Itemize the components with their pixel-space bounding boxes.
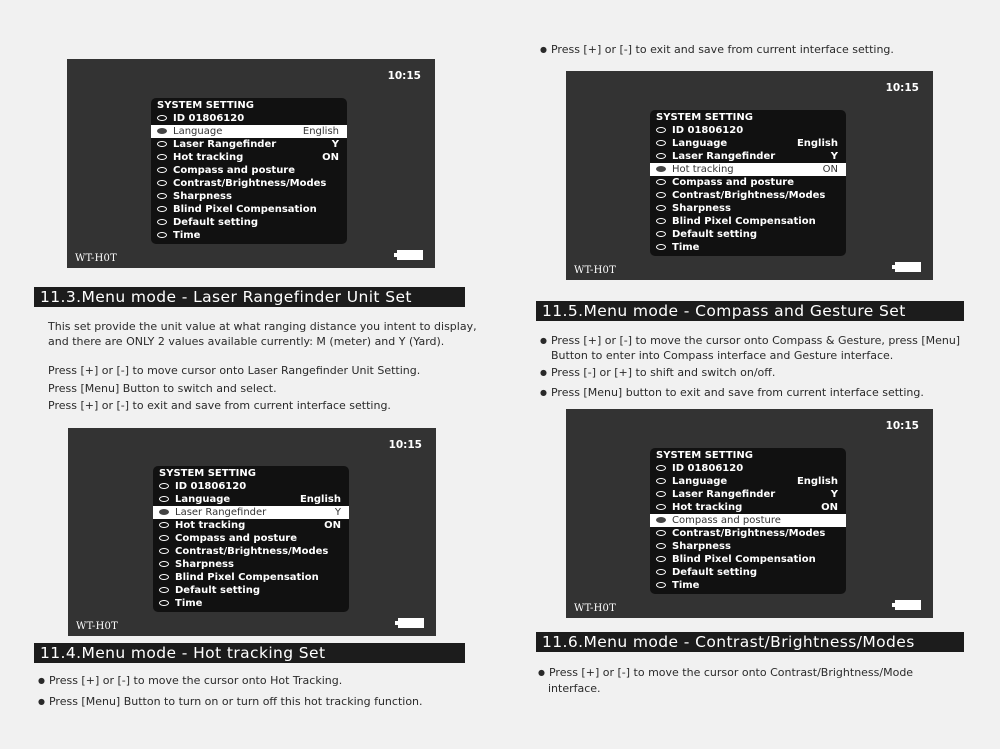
radio-dot-icon [159, 483, 169, 489]
menu-item[interactable] [151, 164, 347, 177]
bullet-item [540, 385, 924, 402]
bullet-dot-icon: ● [538, 668, 545, 677]
menu-item-label: Time [173, 230, 201, 241]
battery-icon [895, 600, 921, 610]
radio-dot-icon [656, 582, 666, 588]
menu-item-label: ID 01806120 [672, 125, 744, 136]
bullet-item [540, 42, 894, 59]
menu-item-label: Contrast/Brightness/Modes [173, 178, 327, 189]
menu-item[interactable] [650, 202, 846, 215]
menu-item-value: Y [331, 139, 339, 150]
section-heading-11-5: 11.5.Menu mode - Compass and Gesture Set [536, 301, 964, 321]
menu-item-label: Language [175, 494, 231, 505]
system-setting-menu [153, 466, 349, 612]
bullet-text: Press [Menu] button to exit and save from current interface setting. [550, 386, 924, 399]
radio-dot-icon [656, 491, 666, 497]
device-screen-2 [68, 428, 436, 636]
radio-dot-icon [656, 517, 666, 523]
menu-item-label: Compass and posture [672, 515, 781, 526]
menu-item-value: ON [822, 164, 838, 175]
menu-item-value: ON [324, 520, 341, 531]
menu-item[interactable] [650, 553, 846, 566]
bullet-item [38, 673, 342, 690]
menu-item-value: English [796, 476, 838, 487]
intro-line-1: This set provide the unit value at what ranging distance you intent to display, [48, 320, 477, 333]
menu-item-value: ON [322, 152, 339, 163]
menu-item-label: Default setting [173, 217, 258, 228]
menu-item[interactable] [153, 493, 349, 506]
bullet-dot-icon: ● [540, 388, 547, 397]
radio-dot-icon [656, 530, 666, 536]
radio-dot-icon [656, 179, 666, 185]
clock-time: 10:15 [387, 70, 421, 82]
bullet-text: Press [-] or [+] to shift and switch on/off. [550, 366, 776, 379]
radio-dot-icon [159, 561, 169, 567]
radio-dot-icon [157, 219, 167, 225]
menu-item[interactable] [151, 190, 347, 203]
bullet-dot-icon: ● [38, 697, 45, 706]
menu-item-label: Sharpness [672, 541, 731, 552]
menu-item[interactable] [153, 480, 349, 493]
radio-dot-icon [656, 205, 666, 211]
menu-item-label: Hot tracking [173, 152, 244, 163]
bullet-text: Press [+] or [-] to move the cursor onto Contrast/Brightness/Mode [548, 666, 914, 679]
menu-item[interactable] [650, 228, 846, 241]
battery-icon [397, 250, 423, 260]
menu-item-value: Y [830, 489, 838, 500]
step-line-2: Press [Menu] Button to switch and select. [48, 382, 277, 395]
menu-item-label: Compass and posture [672, 177, 795, 188]
menu-item-label: Default setting [175, 585, 260, 596]
device-screen-4 [566, 409, 933, 618]
menu-item-label: Sharpness [175, 559, 234, 570]
menu-item[interactable] [153, 597, 349, 610]
menu-item-value: Y [334, 507, 341, 518]
radio-dot-icon [157, 154, 167, 160]
radio-dot-icon [157, 115, 167, 121]
bullet-item [540, 365, 775, 382]
menu-title: SYSTEM SETTING [656, 112, 753, 123]
menu-item[interactable] [153, 558, 349, 571]
menu-item-label: Hot tracking [175, 520, 246, 531]
radio-dot-icon [656, 153, 666, 159]
menu-item-label: Contrast/Brightness/Modes [672, 528, 826, 539]
battery-icon [398, 618, 424, 628]
menu-item[interactable] [151, 138, 347, 151]
radio-dot-icon [157, 193, 167, 199]
menu-item[interactable] [151, 112, 347, 125]
menu-item-label: Hot tracking [672, 502, 743, 513]
menu-item-label: Sharpness [173, 191, 232, 202]
menu-item[interactable] [650, 189, 846, 202]
menu-item[interactable] [650, 475, 846, 488]
menu-item[interactable] [650, 514, 846, 527]
menu-title: SYSTEM SETTING [656, 450, 753, 461]
radio-dot-icon [656, 556, 666, 562]
menu-item[interactable] [650, 241, 846, 254]
bullet-text: Press [+] or [-] to move the cursor onto Hot Tracking. [48, 674, 343, 687]
menu-item[interactable] [650, 566, 846, 579]
menu-item-label: Time [672, 242, 700, 253]
menu-item-label: Language [173, 126, 223, 137]
menu-item[interactable] [151, 151, 347, 164]
menu-item[interactable] [650, 501, 846, 514]
menu-item[interactable] [650, 150, 846, 163]
menu-title: SYSTEM SETTING [157, 100, 254, 111]
menu-item[interactable] [650, 215, 846, 228]
menu-item-label: Language [672, 138, 728, 149]
radio-dot-icon [656, 504, 666, 510]
bullet-continuation: Button to enter into Compass interface and Gesture interface. [551, 349, 894, 362]
menu-item-label: Laser Rangefinder [672, 489, 776, 500]
menu-item[interactable] [650, 137, 846, 150]
menu-item-label: Laser Rangefinder [672, 151, 776, 162]
menu-item[interactable] [650, 124, 846, 137]
menu-item-label: ID 01806120 [175, 481, 247, 492]
device-screen-3 [566, 71, 933, 280]
bullet-item [538, 665, 913, 682]
radio-dot-icon [656, 166, 666, 172]
radio-dot-icon [656, 569, 666, 575]
clock-time: 10:15 [885, 82, 919, 94]
menu-item-label: Laser Rangefinder [175, 507, 267, 518]
intro-line-2: and there are ONLY 2 values available currently: M (meter) and Y (Yard). [48, 335, 445, 348]
menu-item-label: Contrast/Brightness/Modes [175, 546, 329, 557]
bullet-dot-icon: ● [540, 368, 547, 377]
menu-item-label: Hot tracking [672, 164, 734, 175]
menu-item[interactable] [650, 163, 846, 176]
radio-dot-icon [656, 543, 666, 549]
menu-item-label: Blind Pixel Compensation [175, 572, 319, 583]
radio-dot-icon [656, 218, 666, 224]
menu-item[interactable] [650, 579, 846, 592]
bullet-item [38, 694, 423, 711]
radio-dot-icon [157, 232, 167, 238]
radio-dot-icon [159, 574, 169, 580]
menu-item[interactable] [153, 519, 349, 532]
battery-icon [895, 262, 921, 272]
radio-dot-icon [159, 548, 169, 554]
menu-item[interactable] [650, 527, 846, 540]
radio-dot-icon [157, 180, 167, 186]
radio-dot-icon [157, 206, 167, 212]
menu-item-value: English [299, 494, 341, 505]
radio-dot-icon [159, 496, 169, 502]
menu-item-value: English [302, 126, 339, 137]
section-heading-11-4: 11.4.Menu mode - Hot tracking Set [34, 643, 465, 663]
menu-item-value: ON [821, 502, 838, 513]
brand-label: WT-H0T [574, 265, 616, 276]
system-setting-menu [650, 448, 846, 594]
radio-dot-icon [159, 587, 169, 593]
menu-item-label: Blind Pixel Compensation [672, 554, 816, 565]
clock-time: 10:15 [885, 420, 919, 432]
brand-label: WT-H0T [574, 603, 616, 614]
radio-dot-icon [157, 167, 167, 173]
menu-item[interactable] [650, 540, 846, 553]
menu-item[interactable] [650, 462, 846, 475]
bullet-dot-icon: ● [540, 336, 547, 345]
menu-item[interactable] [151, 177, 347, 190]
menu-item-label: Default setting [672, 229, 757, 240]
menu-item-label: Contrast/Brightness/Modes [672, 190, 826, 201]
menu-item-label: Time [175, 598, 203, 609]
bullet-dot-icon: ● [540, 45, 547, 54]
clock-time: 10:15 [388, 439, 422, 451]
menu-item-label: Time [672, 580, 700, 591]
bullet-dot-icon: ● [38, 676, 45, 685]
menu-item[interactable] [151, 125, 347, 138]
menu-item[interactable] [151, 216, 347, 229]
radio-dot-icon [159, 535, 169, 541]
menu-item-label: Compass and posture [175, 533, 298, 544]
menu-item[interactable] [153, 532, 349, 545]
step-line-1: Press [+] or [-] to move cursor onto Laser Rangefinder Unit Setting. [48, 364, 421, 377]
menu-item-label: Default setting [672, 567, 757, 578]
menu-item[interactable] [153, 571, 349, 584]
radio-dot-icon [157, 128, 167, 134]
menu-item-label: ID 01806120 [173, 113, 245, 124]
bullet-text: Press [+] or [-] to move the cursor onto Compass & Gesture, press [Menu] [550, 334, 961, 347]
menu-item[interactable] [650, 176, 846, 189]
radio-dot-icon [656, 192, 666, 198]
radio-dot-icon [656, 231, 666, 237]
brand-label: WT-H0T [75, 253, 117, 264]
menu-title: SYSTEM SETTING [159, 468, 256, 479]
menu-item-label: Blind Pixel Compensation [173, 204, 317, 215]
menu-item[interactable] [151, 203, 347, 216]
menu-item-label: Compass and posture [173, 165, 296, 176]
radio-dot-icon [656, 465, 666, 471]
section-heading-11-6: 11.6.Menu mode - Contrast/Brightness/Modes [536, 632, 964, 652]
bullet-text: Press [Menu] Button to turn on or turn off this hot tracking function. [48, 695, 423, 708]
menu-item-label: ID 01806120 [672, 463, 744, 474]
radio-dot-icon [159, 600, 169, 606]
menu-item-label: Language [672, 476, 728, 487]
menu-item[interactable] [153, 584, 349, 597]
menu-item[interactable] [153, 506, 349, 519]
menu-item-label: Blind Pixel Compensation [672, 216, 816, 227]
menu-item-value: Y [830, 151, 838, 162]
device-screen-1 [67, 59, 435, 268]
step-line-3: Press [+] or [-] to exit and save from current interface setting. [48, 399, 391, 412]
bullet-continuation: interface. [548, 682, 601, 695]
bullet-text: Press [+] or [-] to exit and save from current interface setting. [550, 43, 894, 56]
menu-item-label: Sharpness [672, 203, 731, 214]
menu-item-value: English [796, 138, 838, 149]
radio-dot-icon [656, 244, 666, 250]
radio-dot-icon [656, 127, 666, 133]
menu-item[interactable] [151, 229, 347, 242]
brand-label: WT-H0T [76, 621, 118, 632]
system-setting-menu [151, 98, 347, 244]
system-setting-menu [650, 110, 846, 256]
radio-dot-icon [157, 141, 167, 147]
radio-dot-icon [656, 478, 666, 484]
menu-item[interactable] [153, 545, 349, 558]
menu-item-label: Laser Rangefinder [173, 139, 277, 150]
radio-dot-icon [159, 509, 169, 515]
menu-item[interactable] [650, 488, 846, 501]
radio-dot-icon [656, 140, 666, 146]
radio-dot-icon [159, 522, 169, 528]
section-heading-11-3: 11.3.Menu mode - Laser Rangefinder Unit Set [34, 287, 465, 307]
